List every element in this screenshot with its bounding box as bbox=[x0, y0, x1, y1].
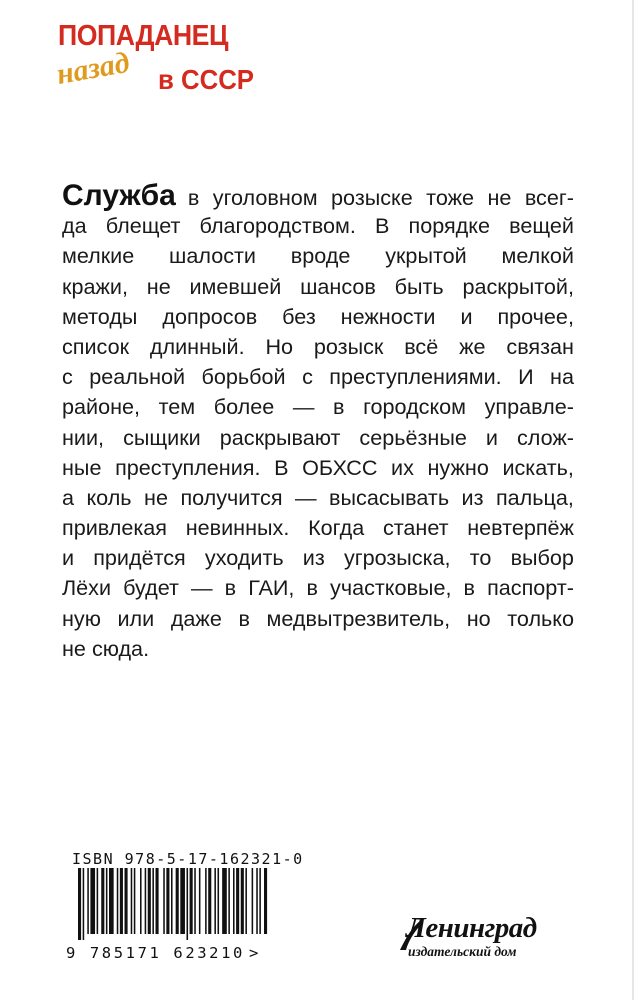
annotation-word: невтерпёж bbox=[467, 515, 574, 541]
barcode-bar bbox=[145, 868, 147, 934]
annotation-word: борьбой bbox=[201, 364, 286, 390]
annotation-word: шалости bbox=[169, 243, 256, 269]
barcode-bar bbox=[87, 868, 89, 934]
barcode-bar bbox=[264, 868, 267, 934]
annotation-line bbox=[62, 181, 574, 211]
annotation-word: коль bbox=[86, 484, 132, 510]
barcode-bar bbox=[180, 868, 185, 934]
annotation-line bbox=[62, 543, 574, 573]
barcode-bar bbox=[194, 868, 196, 934]
annotation-word: в bbox=[333, 394, 345, 420]
annotation-word: районе, bbox=[62, 394, 141, 420]
annotation-word: раскрывают bbox=[219, 424, 341, 450]
annotation-line bbox=[62, 483, 574, 513]
book-annotation bbox=[62, 181, 574, 664]
annotation-word: всё bbox=[404, 333, 439, 359]
barcode-bar bbox=[245, 868, 247, 934]
annotation-word: слож- bbox=[516, 424, 574, 450]
annotation-word: только bbox=[507, 605, 574, 631]
annotation-line bbox=[62, 362, 574, 392]
barcode-bar bbox=[176, 868, 179, 934]
annotation-word: их bbox=[391, 454, 414, 480]
annotation-word: блещет bbox=[105, 213, 181, 239]
barcode-quiet-zone-marker: > bbox=[248, 944, 261, 962]
annotation-line bbox=[62, 332, 574, 362]
barcode-bar bbox=[156, 868, 159, 934]
annotation-line bbox=[62, 211, 574, 241]
series-logo bbox=[54, 20, 254, 102]
annotation-word: в bbox=[463, 575, 476, 601]
annotation-word: Но bbox=[265, 333, 294, 359]
annotation-word: связан bbox=[506, 333, 574, 359]
annotation-word: получится bbox=[180, 484, 283, 510]
barcode-bar bbox=[83, 868, 85, 940]
series-logo-line3: в СССР bbox=[158, 64, 254, 95]
barcode-bar bbox=[236, 868, 239, 934]
barcode-bar bbox=[199, 868, 201, 934]
annotation-word: невинных. bbox=[185, 515, 290, 541]
barcode-bar bbox=[252, 868, 254, 934]
annotation-word: и bbox=[485, 424, 498, 450]
publisher-name: Ленинград bbox=[406, 912, 537, 944]
annotation-word: шансов bbox=[300, 273, 376, 299]
annotation-word: И bbox=[518, 364, 534, 390]
barcode-bar bbox=[97, 868, 99, 934]
annotation-word: вещей bbox=[509, 213, 574, 239]
barcode-bar bbox=[233, 868, 235, 934]
annotation-word: пальца, bbox=[495, 484, 574, 510]
barcode-bar bbox=[222, 868, 227, 934]
annotation-line bbox=[62, 272, 574, 302]
annotation-word: не bbox=[146, 273, 171, 299]
annotation-word: список bbox=[62, 333, 130, 359]
barcode-bar bbox=[106, 868, 108, 934]
annotation-word: нежности bbox=[340, 303, 436, 329]
barcode-bar bbox=[205, 868, 207, 934]
annotation-word: будет bbox=[123, 575, 179, 601]
barcode bbox=[76, 868, 270, 940]
barcode-bar bbox=[214, 868, 216, 934]
annotation-word: — bbox=[294, 484, 317, 510]
annotation-word: да bbox=[62, 213, 87, 239]
barcode-bar bbox=[228, 868, 230, 934]
barcode-bar bbox=[171, 868, 173, 934]
annotation-word: участковые, bbox=[330, 575, 452, 601]
annotation-word: тем bbox=[158, 394, 196, 420]
annotation-word: более bbox=[213, 394, 275, 420]
barcode-digits bbox=[66, 944, 261, 962]
annotation-line bbox=[62, 392, 574, 422]
annotation-line bbox=[62, 513, 574, 543]
annotation-word: с bbox=[302, 364, 313, 390]
barcode-bar bbox=[109, 868, 114, 934]
annotation-word: Лёхи bbox=[62, 575, 112, 601]
annotation-word: имевшей bbox=[189, 273, 282, 299]
annotation-line bbox=[62, 604, 574, 634]
annotation-word: искать, bbox=[502, 454, 574, 480]
barcode-bar bbox=[218, 868, 220, 934]
annotation-word: в bbox=[238, 605, 250, 631]
annotation-word: сыщики bbox=[123, 424, 201, 450]
annotation-word: розыск bbox=[313, 333, 384, 359]
annotation-word: укрытой bbox=[385, 243, 467, 269]
annotation-line bbox=[62, 453, 574, 483]
annotation-word: или bbox=[117, 605, 155, 631]
annotation-word: то bbox=[469, 545, 492, 571]
annotation-line bbox=[62, 241, 574, 271]
annotation-word: — bbox=[190, 575, 213, 601]
annotation-line-text bbox=[188, 183, 574, 213]
annotation-word: городском bbox=[363, 394, 467, 420]
annotation-word: благородством. bbox=[199, 213, 356, 239]
annotation-word: Когда bbox=[308, 515, 365, 541]
barcode-bar bbox=[140, 868, 142, 934]
annotation-word: медвытрезвитель, bbox=[266, 605, 451, 631]
annotation-word: вроде bbox=[290, 243, 351, 269]
barcode-bar bbox=[166, 868, 169, 934]
barcode-bar bbox=[256, 868, 258, 934]
annotation-word: всег- bbox=[524, 185, 574, 210]
page-edge bbox=[632, 0, 634, 1000]
barcode-bar bbox=[187, 868, 189, 940]
barcode-bar bbox=[120, 868, 123, 934]
barcode-bar bbox=[190, 868, 193, 934]
series-logo-line1: ПОПАДАНЕЦ bbox=[58, 20, 229, 52]
annotation-word: преступления. bbox=[115, 454, 261, 480]
annotation-line bbox=[62, 634, 574, 664]
barcode-bar bbox=[259, 868, 261, 934]
annotation-word: угрозыска, bbox=[343, 545, 451, 571]
annotation-word: без bbox=[282, 303, 316, 329]
annotation-word: с bbox=[62, 364, 73, 390]
annotation-word: станет bbox=[382, 515, 449, 541]
annotation-word: допросов bbox=[162, 303, 258, 329]
barcode-bar bbox=[134, 868, 136, 934]
annotation-word: но bbox=[466, 605, 491, 631]
annotation-word: и bbox=[460, 303, 473, 329]
annotation-word: мелкой bbox=[501, 243, 574, 269]
annotation-word: и bbox=[62, 545, 75, 571]
annotation-word: привлекая bbox=[62, 515, 167, 541]
annotation-word: прочее, bbox=[497, 303, 574, 329]
annotation-word: из bbox=[461, 484, 484, 510]
annotation-word: нии, bbox=[62, 424, 105, 450]
annotation-word: длинный. bbox=[149, 333, 245, 359]
publisher-tagline: издательский дом bbox=[408, 944, 517, 959]
barcode-bar bbox=[117, 868, 119, 934]
annotation-word: управле- bbox=[484, 394, 574, 420]
barcode-bar bbox=[125, 868, 128, 934]
annotation-word: серьёзные bbox=[359, 424, 467, 450]
annotation-word: в bbox=[306, 575, 318, 601]
annotation-word: не bbox=[487, 185, 512, 210]
annotation-word: реальной bbox=[89, 364, 186, 390]
annotation-word: мелкие bbox=[62, 243, 135, 269]
annotation-word: на bbox=[550, 364, 574, 390]
annotation-line bbox=[62, 573, 574, 603]
barcode-bar bbox=[90, 868, 95, 934]
barcode-number: 9 785171 623210 bbox=[66, 944, 245, 962]
annotation-word: а bbox=[62, 484, 75, 510]
annotation-word: в bbox=[224, 575, 237, 601]
isbn-label: ISBN 978-5-17-162321-0 bbox=[72, 850, 304, 868]
annotation-word: уголовном bbox=[212, 185, 318, 210]
annotation-word: не bbox=[144, 484, 168, 510]
annotation-word: методы bbox=[62, 303, 138, 329]
annotation-word: паспорт- bbox=[487, 575, 574, 601]
annotation-word: кражи, bbox=[62, 273, 128, 299]
annotation-word: ОБХСС bbox=[302, 454, 378, 480]
annotation-word: выбор bbox=[510, 545, 574, 571]
barcode-bar bbox=[131, 868, 133, 934]
annotation-word: придётся bbox=[93, 545, 186, 571]
annotation-word: розыске bbox=[331, 185, 413, 210]
annotation-word: раскрытой, bbox=[462, 273, 574, 299]
annotation-word: нужно bbox=[427, 454, 489, 480]
annotation-word: порядке bbox=[408, 213, 490, 239]
series-logo-line2: назад bbox=[54, 45, 132, 92]
annotation-word: В bbox=[274, 454, 289, 480]
annotation-word: тоже bbox=[426, 185, 475, 210]
barcode-bar bbox=[148, 868, 151, 934]
barcode-bar bbox=[208, 868, 211, 934]
annotation-word: — bbox=[292, 394, 315, 420]
barcode-bar bbox=[241, 868, 244, 934]
barcode-bar bbox=[152, 868, 154, 934]
annotation-word: быть bbox=[394, 273, 444, 299]
annotation-word: из bbox=[302, 545, 325, 571]
annotation-word: в bbox=[187, 185, 200, 210]
barcode-bar bbox=[163, 868, 165, 934]
annotation-word: ную bbox=[62, 605, 101, 631]
annotation-word: сюда. bbox=[91, 635, 150, 661]
annotation-word: же bbox=[459, 333, 486, 359]
annotation-word: ные bbox=[62, 454, 102, 480]
publisher-logo bbox=[396, 912, 556, 972]
annotation-word: не bbox=[62, 635, 92, 661]
annotation-word: уходить bbox=[204, 545, 284, 571]
barcode-bar bbox=[101, 868, 104, 934]
annotation-lead-word: Служба bbox=[62, 179, 176, 212]
annotation-word: высасывать bbox=[329, 484, 450, 510]
annotation-word: даже bbox=[170, 605, 222, 631]
annotation-word: В bbox=[375, 213, 390, 239]
annotation-line bbox=[62, 423, 574, 453]
barcode-bar bbox=[78, 868, 81, 940]
annotation-word: ГАИ, bbox=[248, 575, 295, 601]
annotation-line bbox=[62, 302, 574, 332]
annotation-word: преступлениями. bbox=[329, 364, 502, 390]
